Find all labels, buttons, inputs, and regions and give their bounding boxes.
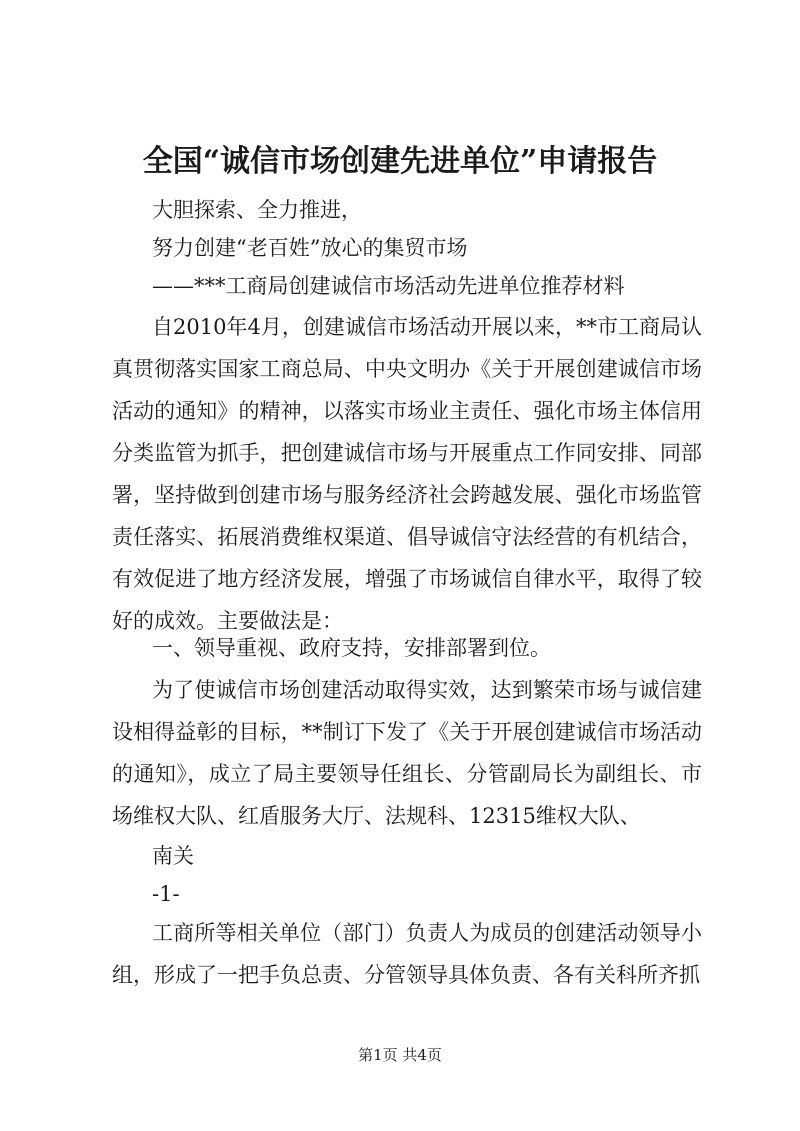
section-heading-1: 一、领导重视、政府支持，安排部署到位。: [152, 636, 551, 660]
paragraph-section-1: 为了使诚信市场创建活动取得实效，达到繁荣市场与诚信建设相得益彰的目标，**制订下发了《关于开展创建诚信市场活动的通知》，成立了局主要领导任组长、分管副局长为副组长、市场维权大队、红盾服务大厅、法规科、12315维权大队、: [112, 678, 702, 828]
subtitle-line-1: 大胆探索、全力推进，: [152, 198, 362, 222]
continuation-line: 南关: [152, 844, 194, 868]
document-title: 全国“诚信市场创建先进单位”申请报告: [142, 144, 658, 179]
page-marker: -1-: [152, 882, 180, 906]
paragraph-section-1-cont: 工商所等相关单位（部门）负责人为成员的创建活动领导小组，形成了一把手负总责、分管领导具体负责、各有关科所齐抓: [112, 921, 702, 987]
page-footer: 第1页 共4页: [358, 1046, 442, 1064]
subtitle-line-3: ——***工商局创建诚信市场活动先进单位推荐材料: [152, 274, 625, 298]
paragraph-intro: 自2010年4月，创建诚信市场活动开展以来，**市工商局认真贯彻落实国家工商总局、中央文明办《关于开展创建诚信市场活动的通知》的精神，以落实市场业主责任、强化市场主体信用分类监管为抓手，把创建诚信市场与开展重点工作同安排、同部署，坚持做到创建市场与服务经济社会跨越发展、强化市场监管责任落实、拓展消费维权渠道、倡导诚信守法经营的有机结合，有效促进了地方经济发展，增强了市场诚信自律水平，取得了较好的成效。主要做法是：: [112, 315, 702, 633]
subtitle-line-2: 努力创建“老百姓”放心的集贸市场: [152, 236, 468, 260]
